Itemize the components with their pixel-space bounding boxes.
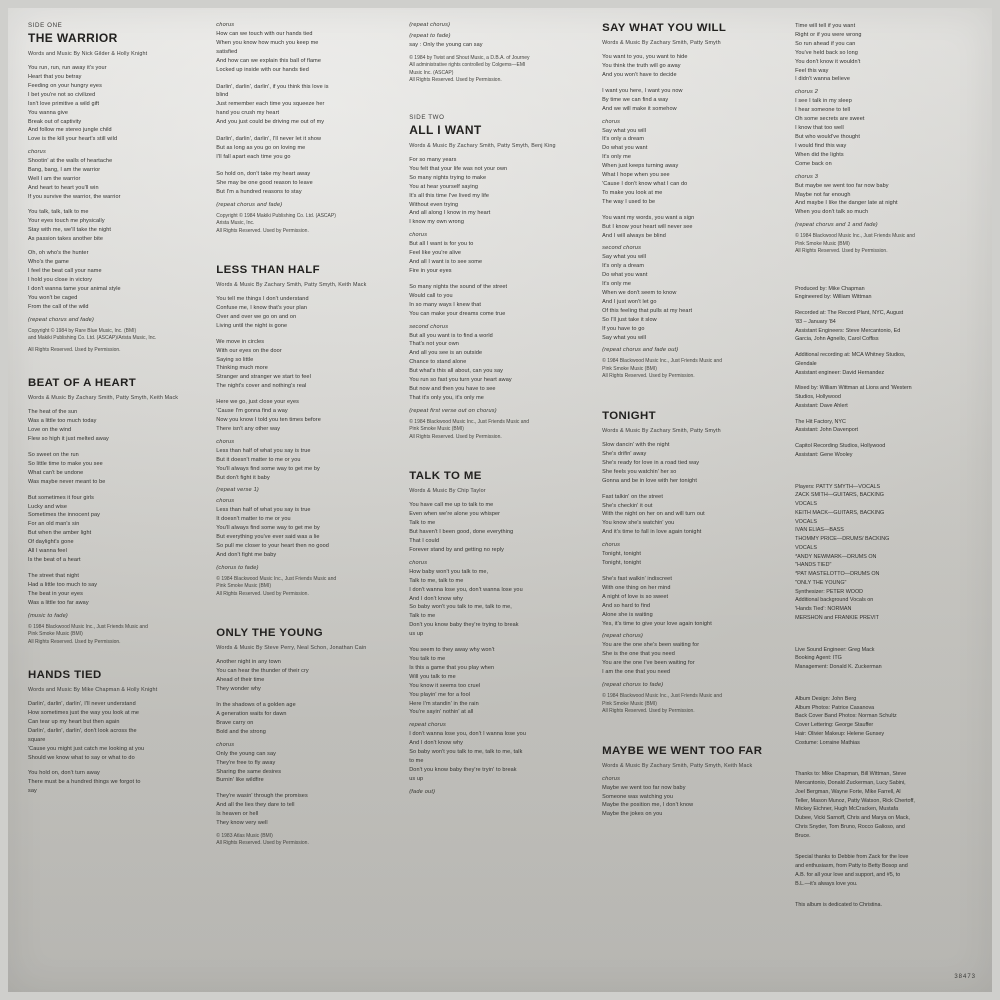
player-entry: VOCALS (795, 544, 817, 551)
song-credit: Words & Music By Zachary Smith, Patty Smyth, Benj King (409, 142, 556, 149)
player-entry: VOCALS (795, 518, 817, 525)
player-entry: "ONLY THE YOUNG" (795, 579, 847, 586)
player-entry: PATTY SMYTH—VOCALS (816, 483, 881, 490)
lyric-block: The street that night Had a little too much to say The beat in your eyes Was a little too far away (28, 572, 98, 606)
dedication: This album is dedicated to Christina. (795, 902, 882, 909)
repeat-instruction: (repeat chorus and fade) (216, 201, 283, 208)
repeat-instruction: (repeat chorus) (409, 22, 451, 28)
player-entry: "HANDS TIED" (795, 562, 832, 569)
lyric-block: Darlin', darlin', darlin', I'll never understand How sometimes just the way you look at me Can tear up my heart but then again Darlin', darlin', darlin', don't look across the square 'Cause you might just catch me looking at you Should we know what to say or what to do (28, 701, 145, 761)
art-credits: Album Design: John Berg Album Photos: Patrice Casanova Back Cover Band Photos: Norman Schultz Cover Lettering: George Stauffer Hair: Olivier Makeup: Helene Gunsey Costume: Lorraine Mathias (795, 695, 897, 746)
maybe-continued (795, 22, 974, 256)
lyric-block: How baby won't you talk to me, Talk to me, talk to me I don't wanna lose you, don't wanna lose you And I don't know why So baby won't you talk to me, talk to me, Talk to me Don't you know baby they're trying to break us up (409, 568, 523, 638)
lyric-block: She's fast walkin' indiscreet With one thing on her mind A night of love is so sweet And so hard to find Alone she is waiting Yes, it's time to give your love again tonight (602, 575, 712, 627)
song-credit: Words & Music By Zachary Smith, Patty Smyth (602, 427, 721, 434)
song-less-than-half (216, 264, 395, 598)
lyric-block: You seem to they away why won't You talk to me Is this a game that you play when Will you talk to me You know it seems too cruel You playin' me for a fool Here I'm standin' in the rain You're sayin' nothin' at all (409, 647, 495, 716)
lyric-block: Slow dancin' with the night She's drifin' away She's ready for love in a road tied way She feels you watchin' her so Gonna and be in love with her tonight (602, 442, 700, 484)
lyric-block: So hold on, don't take my heart away She may be one good reason to leave But I'm a hundred reasons to stay (216, 170, 313, 195)
song-credit: Words & Music By Steve Perry, Neal Schon, Jonathan Cain (216, 645, 367, 652)
song-title: TALK TO ME (409, 470, 482, 483)
lyric-block: I want you here, I want you now By time we can find a way And we will make it somehow (602, 87, 683, 112)
publishing-notice: Copyright © 1984 Makiki Publishing Co. Ltd. (ASCAP) Arista Music, Inc. All Rights Reserved. Used by Permission. (216, 212, 336, 234)
lyric-block: Only the young can say They're free to fly away Sharing the same desires Burnin' like wildfire (216, 750, 282, 784)
hands-tied-continued (216, 22, 395, 235)
production-credits: Produced by: Mike Chapman Engineered by: William Wittman Recorded at: The Record Plant, NYC, August '83 – January '84 Assistant Engineers: Steve Mercantonio, Ed Garcia, John Agnello, Carol Coffiss Additional recording at: MCA Whitney Studios, Glendale Assistant engineer: David Hernandez Mixed by: William Wittman at Lions and 'Western Studios, Hollywood Assistant: Dave Ahlert The Hit Factory, NYC Assistant: John Davenport Capitol Recording Studios, Hollywood Assistant: Gene Wooley (795, 285, 912, 458)
lyric-block: But all you want is to find a world That's not your own And all you see is an outside Chance to stand alone But what's this all about, can you say You run so fast you turn your heart away But now and then you have to see That it's only you, it's only me (409, 332, 512, 401)
lyric-block: Less than half of what you say is true But it doesn't matter to me or you You'll always find some way to get me by But don't fight it baby (216, 447, 320, 481)
repeat-instruction: (repeat chorus and fade) (28, 316, 95, 323)
section-label: chorus 2 (795, 89, 819, 96)
album-sleeve-liner (8, 8, 992, 992)
song-only-the-young (216, 627, 395, 848)
song-say-what-you-will (602, 22, 781, 381)
music-fade-instruction: (music to fade) (28, 612, 68, 619)
player-entry: Additional background Vocals on (795, 597, 874, 604)
lyric-block: Maybe we went too far now baby Someone was watching you Maybe the position me, I don't know Maybe the jokes on you (602, 784, 694, 818)
section-label: chorus (216, 438, 235, 445)
lyric-block: Oh, oh who's the hunter Who's the game I feel the beat call your name I hold you close in victory I don't wanna tame your animal style You won't be caged From the call of the wild (28, 250, 121, 310)
song-all-i-want (409, 114, 588, 441)
lyric-block: How can we touch with our hands tied When you know how much you keep me satisfied And how can we explain this ball of flame Locked up inside with our hands tied (216, 31, 321, 73)
repeat-instruction: (repeat verse 1) (216, 487, 259, 494)
song-credit: Words & Music By Zachary Smith, Patty Smyth, Keith Mack (216, 282, 367, 288)
publishing-notice: Copyright © 1984 by Rare Blue Music, Inc. (BMI) and Makiki Publishing Co. Ltd. (ASCAP)/Arista Music, Inc. All Rights Reserved. Used by Permission. (28, 327, 157, 353)
lyric-block: But sometimes it four girls Lucky and wise Sometimes the innocent pay For an old man's sin But when the amber light Of daylight's gone All I wanna feel Is the beat of a heart (28, 494, 100, 563)
thanks-list: Thanks to: Mike Chapman, Bill Wittman, Steve Mercantonio, Donald Zuckerman, Lucy Sabini, Joel Bergman, Wayne Forte, Mike Farrell, Al Teller, Mason Munoz, Patty Watson, Rick Chertoff, Mickey Eichner, Hugh McCracken, Mustafa Dubee, Vicki Sarnoff, Chris and Marya on Mack, Chris Snyder, Tom Bruno, Rocco Galioso, and Bruce. (795, 771, 915, 839)
song-credit: Words & Music By Zachary Smith, Patty Smyth (602, 40, 721, 46)
liner-notes-columns (8, 8, 992, 992)
lyric-block: You hold on, don't turn away There must be a hundred things we forgot to say (28, 770, 141, 795)
song-credit: Words & Music By Zachary Smith, Patty Smyth, Keith Mack (28, 395, 179, 402)
column-5-credits (795, 22, 982, 982)
lyric-block: Shootin' at the walls of heartache Bang, bang, I am the warrior Well I am the warrior And heart to heart you'll win If you survive the warrior, the warrior (28, 158, 121, 200)
column-2 (216, 22, 403, 982)
publishing-notice: © 1983 Atlas Music (BMI) All Rights Reserved. Used by Permission. (216, 832, 309, 847)
section-label: chorus (602, 775, 621, 782)
special-thanks: Special thanks to Debbie from Zack for the love and enthusiasm, from Patty to Betty Bosop and A.B. for all your love and support, and #5, to B.L.—it's always love you. (795, 854, 909, 887)
lyric-block: Another night in any town You can hear the thunder of their cry Ahead of their time They wonder why (216, 659, 309, 693)
lyric-block: For so many years You felt that your life was not your own So many nights trying to make You at hear yourself saying It's all this time I've lived my life Without even trying And all along I know in my heart I know my own wrong (409, 157, 508, 226)
lyric-block: The heat of the sun Was a little too much today Love on the wind Flew so high it just melted away (28, 409, 109, 443)
song-title: ONLY THE YOUNG (216, 627, 323, 640)
song-title: BEAT OF A HEART (28, 377, 137, 390)
repeat-instruction: (repeat chorus) (602, 633, 644, 640)
lyric-block: So sweet on the run So little time to make you see What can't be undone Was maybe never meant to be (28, 452, 106, 485)
lyric-block: You want to you, you want to hide You think the truth will go away And you won't have to decide (602, 54, 688, 78)
player-entry: 'Hands Tied': NORMAN (795, 606, 852, 613)
lyric-block: Here we go, just close your eyes 'Cause I'm gonna find a way Now you know I told you ten times before There isn't any other way (216, 399, 321, 432)
section-label: chorus (216, 22, 235, 28)
section-label: chorus (216, 741, 235, 748)
player-entry: Synthesizer: PETER WOOD (795, 588, 864, 595)
lyric-block: You want my words, you want a sign But I know your heart will never see And I will always be blind (602, 214, 695, 239)
repeat-to-fade-instruction: (repeat to fade) (409, 33, 451, 39)
lyric-block: In the shadows of a golden age A generation waits for dawn Brave carry on Bold and the strong (216, 702, 296, 735)
column-4 (602, 22, 789, 982)
section-label: second chorus (409, 323, 449, 330)
lyric-block: But maybe we went too far now baby Maybe not far enough And maybe I like the danger late at night When you don't talk so much (795, 182, 898, 216)
song-credit: Words and Music By Mike Chapman & Holly Knight (28, 687, 158, 693)
song-talk-to-me (409, 470, 588, 794)
song-tonight (602, 410, 781, 716)
section-label: second chorus (602, 245, 642, 252)
section-label: repeat chorus (409, 722, 447, 729)
player-entry: *PAT MASTELOTTO—DRUMS ON (795, 571, 880, 578)
player-entry: *ANDY NEWMARK—DRUMS ON (795, 553, 877, 560)
players-heading: Players: (795, 483, 815, 490)
repeat-chorus-fade-instruction: (repeat chorus to fade) (602, 682, 664, 689)
song-title: LESS THAN HALF (216, 264, 320, 276)
repeat-instruction: (repeat first verse out on chorus) (409, 407, 497, 414)
song-maybe-we-went-too-far (602, 745, 781, 820)
publishing-notice: © 1984 Blackwood Music Inc., Just Friends Music and Pink Smoke Music (BMI) All Rights Reserved. Used by Permission. (602, 693, 722, 715)
lyric-block: I don't wanna lose you, don't I wanna lose you And I don't know why So baby won't you talk to me, talk to me, talk to me Don't you know baby they're tryin' to break us up (409, 731, 526, 782)
song-hands-tied (28, 669, 202, 796)
publishing-notice: © 1984 Blackwood Music Inc., Just Friends Music and Pink Smoke Music (BMI) All Rights Reserved. Used by Permission. (409, 418, 530, 440)
song-title: THE WARRIOR (28, 31, 118, 45)
publishing-notice: © 1984 Blackwood Music Inc., Just Friends Music and Pink Smoke Music (BMI) All Rights Reserved. Used by Permission. (602, 358, 722, 380)
side-one-label: SIDE ONE (28, 22, 63, 29)
section-label: chorus (602, 542, 621, 549)
section-label: chorus (28, 149, 46, 156)
lyric-block: Darlin', darlin', darlin', I'll never let it show But as long as you go on loving me I'll fall apart each time you go (216, 136, 322, 160)
lyric-block: You have call me up to talk to me Even when we're alone you whisper Talk to me But haven't I been good, done everything That I could Forever stand by and getting no reply (409, 502, 514, 553)
column-1 (22, 22, 210, 982)
chorus-fade-instruction: (chorus to fade) (216, 564, 259, 571)
column-3 (409, 22, 596, 982)
lyric-block: I see I talk in my sleep I hear someone to tell Oh some secrets are sweet I know that too well But who would've thought I would find this way When did the lights Come back on (795, 98, 865, 167)
publishing-notice: © 1984 Blackwood Music Inc., Just Friends Music and Pink Smoke Music (BMI) All Rights Reserved. Used by Permission. (28, 623, 148, 645)
song-credit: Words and Music By Nick Gilder & Holly Knight (28, 51, 148, 57)
fade-out-instruction: (fade out) (409, 788, 436, 795)
song-title: HANDS TIED (28, 669, 102, 681)
lyric-block: But all I want is for you to Feel like you're alive And all I want is to see some Fire in your eyes (409, 241, 483, 274)
lyric-block: Less than half of what you say is true It doesn't matter to me or you You'll always find some way to get me by But everything you've ever said was a lie So pull me closer to your heart then no good And don't fight me baby (216, 507, 329, 558)
song-title: SAY WHAT YOU WILL (602, 22, 727, 34)
publishing-notice: © 1984 Blackwood Music Inc., Just Friends Music and Pink Smoke Music (BMI) All Rights Reserved. Used by Permission. (795, 233, 915, 255)
song-title: TONIGHT (602, 409, 656, 422)
player-entry: KEITH MACK—GUITARS, BACKING (795, 509, 885, 516)
song-title: ALL I WANT (409, 122, 482, 137)
lyric-block: You tell me things I don't understand Confuse me, I know that's your plan Over and over we go on and on Living until the night is gone (216, 296, 309, 329)
lyric-block: They're wasin' through the promises And all the lies they dare to tell Is heaven or hell They know very well (216, 793, 308, 827)
song-beat-of-a-heart (28, 377, 202, 646)
only-the-young-continued (409, 22, 588, 85)
lyric-block: Say what you will It's only a dream Do what you want It's only me When we don't seem to know And I just won't let go Of this feeling that pulls at my heart So I'll just take it slow If you have to go Say what you will (602, 254, 693, 341)
lyric-block: Tonight, tonight Tonight, tonight (602, 551, 642, 567)
lyric-block: say : Only the young can say (409, 42, 483, 48)
crew-credits: Live Sound Engineer: Greg Mack Booking Agent: ITG Management: Donald K. Zuckerman (795, 646, 882, 671)
player-entry: ZACK SMITH—GUITARS, BACKING (795, 492, 884, 499)
lyric-block: Fast talkin' on the street She's checkin' it out With the night on her on and will turn out You know she's watchin' you And it's time to fall in love again tonight (602, 493, 705, 536)
section-label: chorus 3 (795, 173, 819, 180)
players-credits (795, 483, 974, 623)
song-credit: Words & Music By Chip Taylor (409, 488, 486, 495)
lyric-block: We move in circles With our eyes on the door Saying so little Thinking much more Stranger and stranger we start to feel The night's cover and nothing's real (216, 338, 311, 390)
repeat-instruction: (repeat chorus and fade out) (602, 347, 679, 354)
section-label: chorus (216, 498, 235, 505)
section-label: chorus (409, 559, 428, 566)
publishing-notice: © 1984 Blackwood Music Inc., Just Friends Music and Pink Smoke Music (BMI) All Rights Reserved. Used by Permission. (216, 575, 337, 597)
player-entry: IVAN ELIAS—BASS (795, 527, 844, 534)
section-label: chorus (602, 118, 621, 125)
lyric-block: You are the one she's been waiting for She is the one that you need You are the one I've been waiting for I am the one that you need (602, 642, 700, 676)
repeat-instruction: (repeat chorus and 1 and fade) (795, 222, 878, 229)
lyric-block: Say what you will It's only a dream Do what you want It's only me When just keeps turning away What I hope when you see 'Cause I don't know what I can do To make you look at me The way I used to be (602, 127, 688, 205)
song-title: MAYBE WE WENT TOO FAR (602, 744, 763, 757)
lyric-block: Time will tell if you want Right or if you were wrong So run ahead if you can You've held back so long You don't know it wouldn't Feel this way I didn't wanna believe (795, 23, 862, 83)
player-entry: VOCALS (795, 501, 817, 508)
player-entry: MERSHON and FRANKIE PREVIT (795, 614, 879, 621)
lyric-block: So many nights the sound of the street Would call to you In so many ways I knew that You can make your dreams come true (409, 283, 508, 317)
side-two-label: SIDE TWO (409, 113, 445, 121)
lyric-block: Darlin', darlin', darlin', if you think this love is blind Just remember each time you squeeze her hand you crush my heart And you just could be driving me out of my (216, 83, 329, 126)
publishing-notice: © 1984 by Twist and Shout Music, a D.B.A. of Journey All administrative rights controlled by Colgems—EMI Music Inc. (ASCAP) All Rights Reserved. Used by Permission. (409, 54, 530, 84)
player-entry: THOMMY PRICE—DRUMS/ BACKING (795, 536, 890, 543)
section-label: chorus (409, 232, 428, 239)
lyric-block: You run, run, run away it's your Heart that you betray Feeding on your hungry eyes I bet you're not so civilized Isn't love primitive a wild gift You wanna give Break out of captivity And follow me stereo jungle child Love is the kill your heart's still wild (28, 65, 118, 143)
lyric-block: You talk, talk, talk to me Your eyes touch me physically Stay with me, we'll take the night As passion takes another bite (28, 208, 112, 242)
catalog-number: 38473 (954, 974, 976, 980)
song-credit: Words & Music By Zachary Smith, Patty Smyth, Keith Mack (602, 762, 753, 769)
song-the-warrior (28, 22, 202, 354)
